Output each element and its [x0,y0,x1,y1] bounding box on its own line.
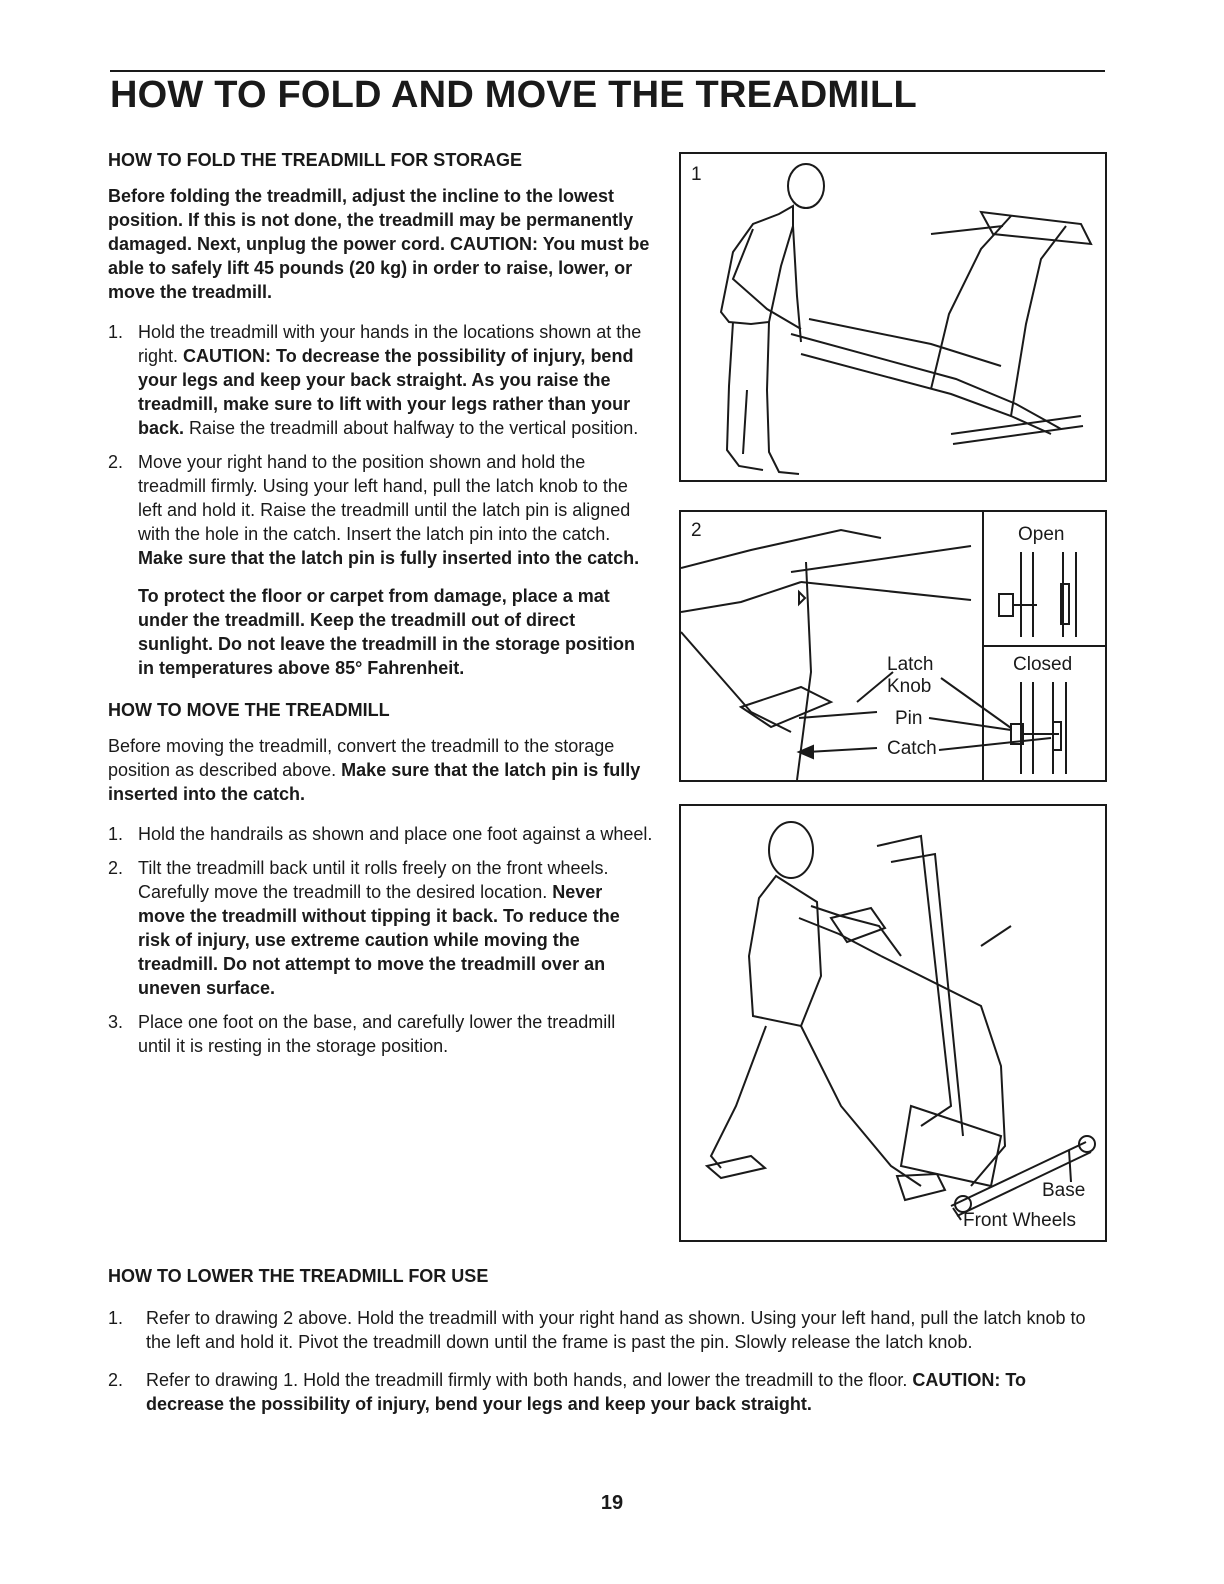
step-number: 2. [108,1370,124,1390]
move-intro [108,734,653,806]
move-step-2 [108,856,653,1000]
move-step-2-text: Tilt the treadmill back until it rolls freely on the front wheels. Carefully move the treadmill to the desired location. [138,858,609,902]
fold-step-1-caution: CAUTION: To decrease the possibility of injury, bend your legs and keep your back straight. As you raise the treadmill, make sure to lift with your legs rather than your back. [138,346,634,438]
fold-step-1-text-end: Raise the treadmill about halfway to the vertical position. [189,418,639,438]
move-heading: HOW TO MOVE THE TREADMILL [108,700,390,720]
move-intro-emphasis: Make sure that the latch pin is fully inserted into the catch. [108,760,641,804]
figure-3 [679,804,1107,1242]
step-number: 2. [108,452,124,472]
fold-intro: Before folding the treadmill, adjust the incline to the lowest position. If this is not done, the treadmill may be permanently damaged. Next, unplug the power cord. CAUTION: You must be able to safely lift 45 pounds (20 kg) in order to raise, lower, or move the treadmill. [108,186,650,302]
catch-label: Catch [887,738,937,759]
fold-protect-note: To protect the floor or carpet from damage, place a mat under the treadmill. Keep the treadmill out of direct sunlight. Do not leave the treadmill in the storage position in temperatures above 85° Fahrenheit. [138,586,636,678]
pin-label: Pin [895,708,923,729]
lower-step-2-text: Refer to drawing 1. Hold the treadmill firmly with both hands, and lower the treadmill to the floor. [146,1370,908,1390]
move-step-1-text: Hold the handrails as shown and place one foot against a wheel. [138,824,653,844]
move-step-3-text: Place one foot on the base, and carefully lower the treadmill until it is resting in the storage position. [138,1012,616,1056]
lower-step-2-caution: CAUTION: To decrease the possibility of injury, bend your legs and keep your back straight. [146,1370,1027,1414]
lower-step-1-text: Refer to drawing 2 above. Hold the treadmill with your right hand as shown. Using your left hand, pull the latch knob to the left and hold it. Pivot the treadmill down until the frame is past the pin. Slowly release the latch knob. [146,1308,1086,1352]
lower-steps [108,1306,1108,1416]
step-number: 3. [108,1012,124,1032]
fold-step-2-emphasis: Make sure that the latch pin is fully inserted into the catch. [138,548,640,568]
page-title: HOW TO FOLD AND MOVE THE TREADMILL [110,74,917,116]
title-rule [110,70,1105,72]
left-column [108,148,653,1068]
step-number: 1. [108,1308,124,1328]
figure-1-number: 1 [691,164,702,185]
figure-3-illustration [681,806,1105,1240]
move-intro-text: Before moving the treadmill, convert the treadmill to the storage position as described above. [108,736,615,780]
fold-step-2-text: Move your right hand to the position shown and hold the treadmill firmly. Using your left hand, pull the latch knob to the left and hold it. Raise the treadmill until the latch pin is aligned with the hole in the catch. Insert the latch pin into the catch. [138,452,631,544]
base-label: Base [1042,1180,1086,1201]
latch-knob-label-line2: Knob [887,676,932,697]
step-number: 2. [108,858,124,878]
move-step-2-warning: Never move the treadmill without tipping it back. To reduce the risk of injury, use extreme caution while moving the treadmill. Do not attempt to move the treadmill over an uneven surface. [138,882,620,998]
latch-closed-label: Closed [1013,654,1073,675]
fold-step-2 [108,450,653,570]
move-step-1 [108,822,653,846]
figure-1-illustration [681,154,1105,480]
move-steps [108,822,653,1058]
page-number: 19 [600,1492,624,1514]
move-step-3 [108,1010,653,1058]
step-number: 1. [108,824,124,844]
front-wheels-label: Front Wheels [963,1210,1076,1231]
figure-1 [679,152,1107,482]
lower-step-2 [108,1368,1108,1416]
fold-step-1 [108,320,653,440]
lower-heading: HOW TO LOWER THE TREADMILL FOR USE [108,1266,489,1286]
figure-2 [679,510,1107,782]
latch-open-label: Open [1018,524,1065,545]
lower-section [108,1264,1108,1430]
step-number: 1. [108,322,124,342]
fold-steps [108,320,653,570]
lower-step-1 [108,1306,1108,1354]
figure-2-number: 2 [691,520,702,541]
fold-heading: HOW TO FOLD THE TREADMILL FOR STORAGE [108,150,522,170]
latch-knob-label-line1: Latch [887,654,934,675]
fold-step-1-text: Hold the treadmill with your hands in the locations shown at the right. [138,322,642,366]
